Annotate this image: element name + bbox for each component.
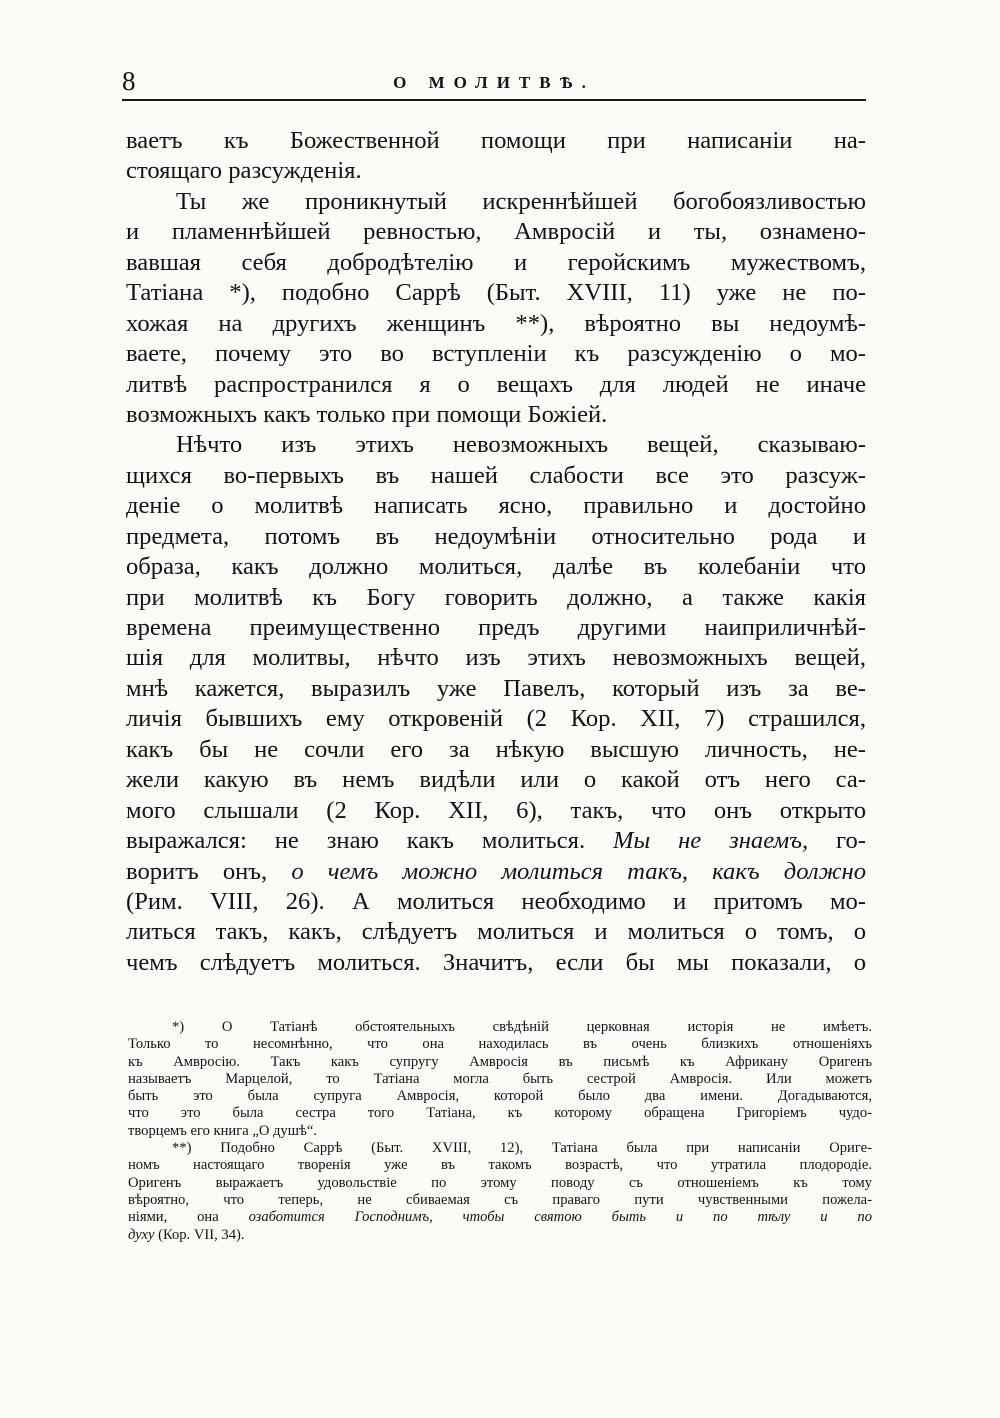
- footnotes: [128, 1019, 872, 1244]
- quote-italic: духу: [128, 1226, 155, 1243]
- quote-italic: о чемъ можно молиться такъ, какъ должно: [291, 857, 866, 885]
- text-line: [126, 826, 866, 856]
- text-line: и пламеннѣйшей ревностью, Амвросiй и ты, ознамено-: [126, 218, 866, 246]
- text-line: возможныхъ какъ только при помощи Божiей.: [126, 400, 608, 428]
- text-line: денiе о молитвѣ написать ясно, правильно и достойно: [126, 492, 866, 520]
- text-line: шiя для молитвы, нѣчто изъ этихъ невозможныхъ вещей,: [126, 644, 866, 672]
- text-line: личiя бывшихъ ему откровенiй (2 Кор. XII, 7) страшился,: [126, 705, 866, 733]
- text-line: какъ бы не сочли его за нѣкую высшую личность, не-: [126, 735, 866, 763]
- text-run: воритъ онъ,: [126, 857, 268, 885]
- footnote-line: Только то несомнѣнно, что она находилась въ очень близкихъ отношенiяхъ: [128, 1036, 872, 1053]
- paragraph-start: Нѣчто изъ этихъ невозможныхъ вещей, сказываю-: [176, 431, 866, 459]
- footnote-line: къ Амвросiю. Такъ какъ супругу Амвросiя въ письмѣ къ Африкану Оригенъ: [128, 1053, 872, 1070]
- text-run: выражался: не знаю какъ молиться.: [126, 827, 586, 855]
- paragraph-start: Ты же проникнутый искреннѣйшей богобоязливостью: [176, 187, 866, 215]
- text-run: го-: [836, 827, 866, 855]
- text-line: при молитвѣ къ Богу говорить должно, а также какiя: [126, 583, 866, 611]
- text-line: щихся во-первыхъ въ нашей слабости все это разсуж-: [126, 461, 866, 489]
- footnote-line: [128, 1209, 872, 1226]
- text-line: литься такъ, какъ, слѣдуетъ молиться и молиться о томъ, о: [126, 918, 866, 946]
- footnote-line: быть это была супруга Амвросiя, которой было два имени. Догадываются,: [128, 1088, 872, 1105]
- footnote-line: называетъ Марцелой, то Татiана могла быть сестрой Амвросiя. Или можетъ: [128, 1070, 872, 1087]
- footnote-line: Оригенъ выражаетъ удовольствiе по этому поводу съ отношенiемъ къ тому: [128, 1174, 872, 1191]
- text-line: ваете, почему это во вступленiи къ разсужденiю о мо-: [126, 340, 866, 368]
- text-line: мого слышали (2 Кор. XII, 6), такъ, что онъ открыто: [126, 796, 866, 824]
- page-header: [122, 64, 866, 100]
- footnote-line: творцемъ его книга „О душѣ“.: [128, 1122, 318, 1139]
- text-line: Татiана *), подобно Саррѣ (Быт. XVIII, 11) уже не по-: [126, 279, 866, 307]
- header-rule: [122, 99, 866, 101]
- text-line: (Рим. VIII, 26). А молиться необходимо и притомъ мо-: [126, 887, 866, 915]
- text-line: мнѣ кажется, выразилъ уже Павелъ, который изъ за ве-: [126, 674, 866, 702]
- text-line: жели какую въ немъ видѣли или о какой отъ него са-: [126, 766, 866, 794]
- footnote-line: вѣроятно, что теперь, не сбиваемая съ праваго пути чувственными пожела-: [128, 1191, 872, 1208]
- text-line: [126, 857, 866, 887]
- text-line: ваетъ къ Божественной помощи при написанiи на-: [126, 127, 866, 154]
- main-text: [126, 126, 866, 978]
- quote-italic: Мы не знаемъ,: [613, 827, 809, 855]
- footnote-line: номъ настоящаго творенiя уже въ такомъ возрастѣ, что утратила плодородiе.: [128, 1157, 872, 1174]
- footnote-line: что это была сестра того Татiана, къ которому обращена Григорiемъ чудо-: [128, 1105, 872, 1122]
- quote-italic: озаботится Господнимъ, чтобы святою быть и по тѣлу и по: [248, 1209, 872, 1226]
- text-line: образа, какъ должно молиться, далѣе въ колебанiи что: [126, 553, 866, 581]
- footnote-line: [128, 1227, 872, 1244]
- text-line: литвѣ распространился я о вещахъ для людей не иначе: [126, 370, 866, 398]
- text-line: вавшая себя добродѣтелiю и геройскимъ мужествомъ,: [126, 248, 866, 276]
- text-line: предмета, потомъ въ недоумѣнiи относительно рода и: [126, 522, 866, 550]
- footnote-2-start: **) Подобно Саррѣ (Быт. XVIII, 12), Татiана была при написанiи Ориге-: [172, 1140, 872, 1157]
- text-line: стоящаго разсужденiя.: [126, 157, 362, 185]
- text-run: нiями, она: [128, 1209, 219, 1226]
- footnote-1-start: *) О Татiанѣ обстоятельныхъ свѣдѣнiй церковная исторiя не имѣетъ.: [172, 1019, 872, 1035]
- text-line: хожая на другихъ женщинъ **), вѣроятно вы недоумѣ-: [126, 309, 866, 337]
- page-number: 8: [122, 66, 136, 96]
- running-title: О МОЛИТВѢ.: [393, 73, 595, 92]
- text-run: (Кор. VII, 34).: [158, 1226, 245, 1243]
- text-line: времена преимущественно предъ другими наиприличнѣй-: [126, 614, 866, 641]
- text-line: чемъ слѣдуетъ молиться. Значитъ, если бы мы показали, о: [126, 948, 866, 976]
